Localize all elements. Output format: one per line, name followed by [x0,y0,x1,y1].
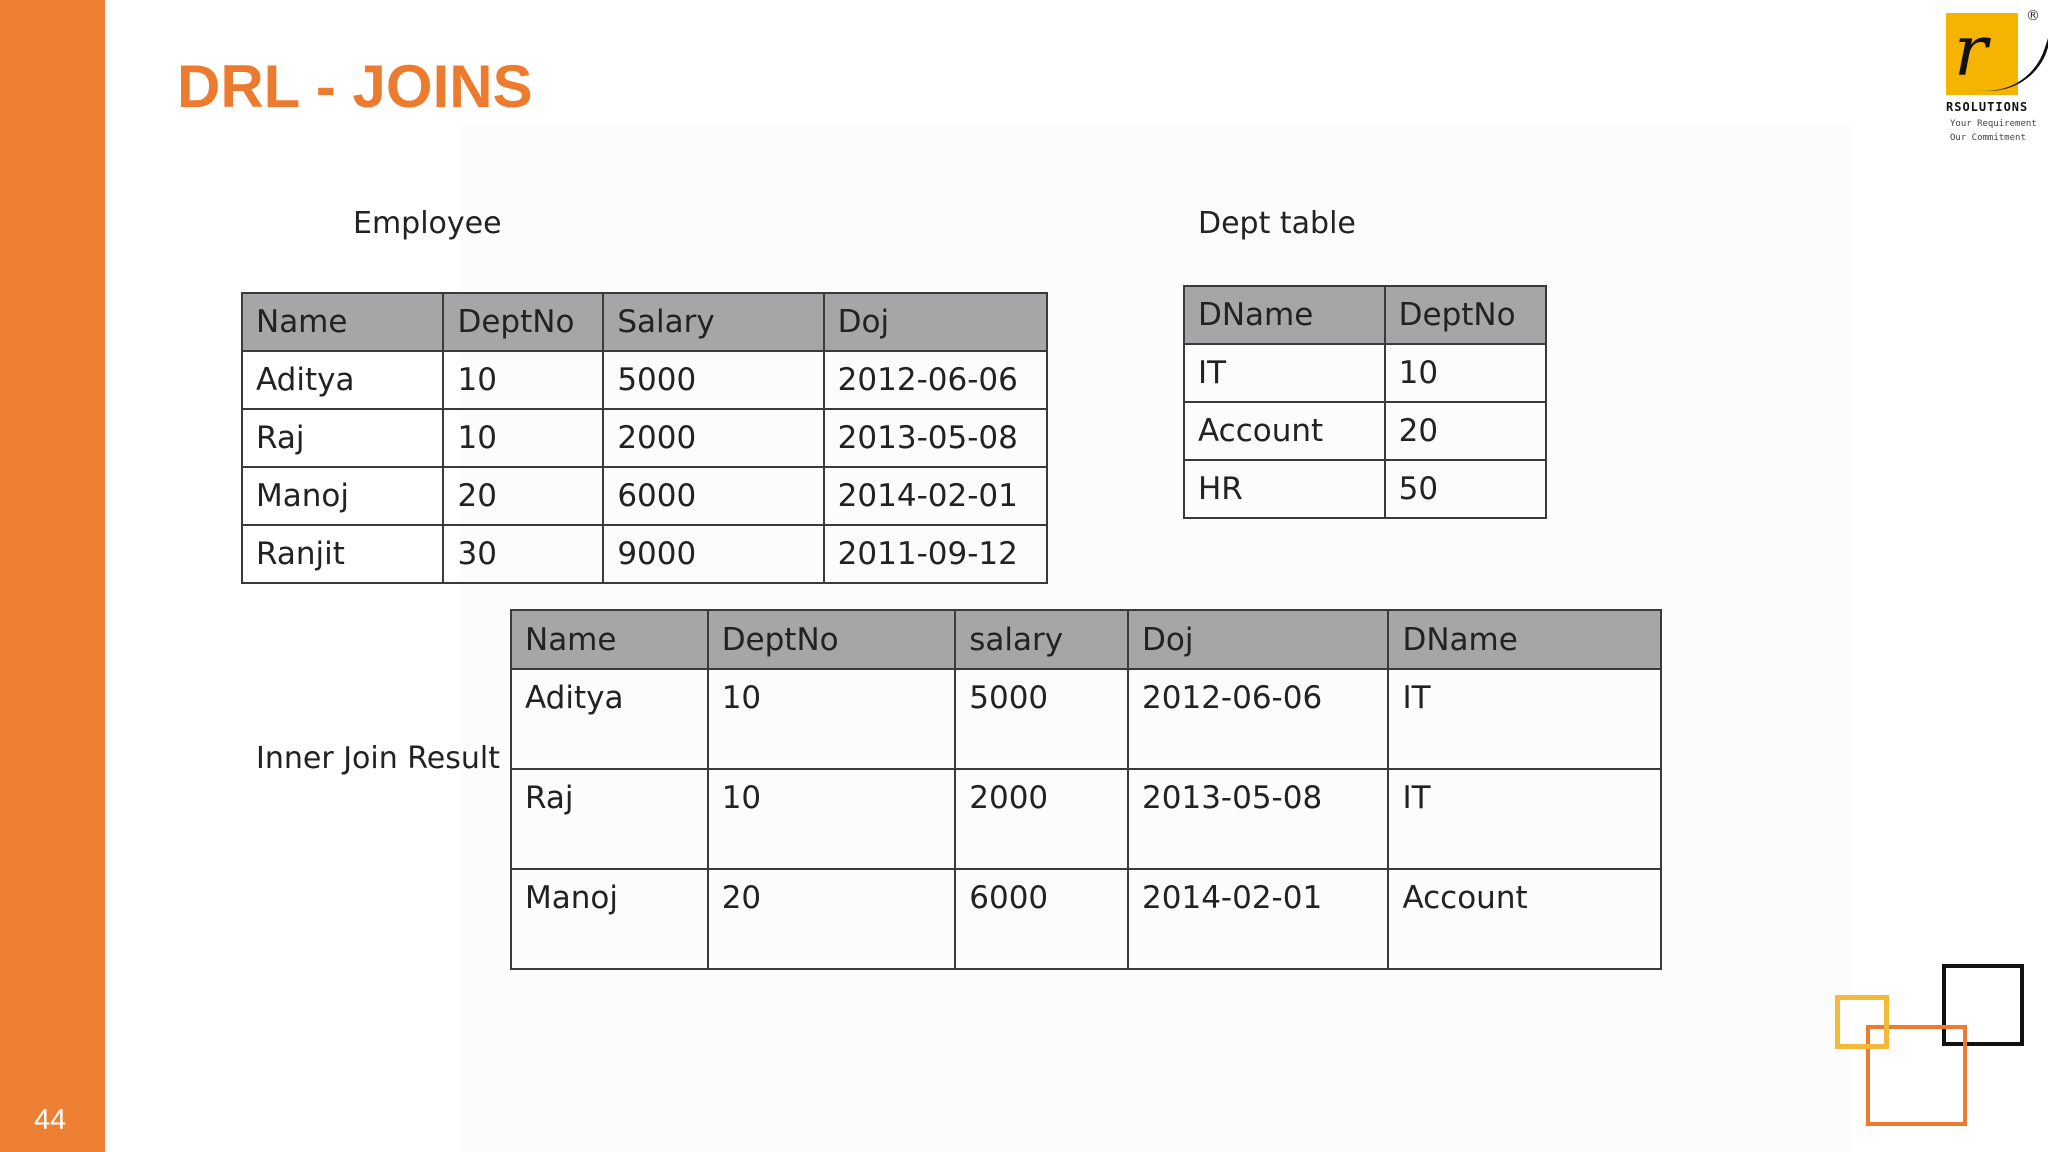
table-row [242,351,1047,409]
table-row [511,869,1661,969]
employee-caption: Employee [353,206,502,241]
cell: IT [1388,669,1661,769]
inner-join-header-row [511,610,1661,669]
slide-title: DRL - JOINS [177,53,533,120]
cell: 2000 [955,769,1128,869]
table-row [1184,460,1546,518]
logo-tagline [1950,117,2037,145]
cell: 2014-02-01 [1128,869,1388,969]
inner-join-table [510,609,1662,970]
cell: 2013-05-08 [1128,769,1388,869]
cell: Account [1388,869,1661,969]
table-row [1184,402,1546,460]
cell: Raj [511,769,708,869]
cell: 2014-02-01 [824,467,1047,525]
table-row [511,669,1661,769]
dept-table [1183,285,1547,519]
inner-join-header-deptno: DeptNo [708,610,956,669]
employee-header-row [242,293,1047,351]
cell: 10 [708,669,956,769]
logo-mark: r [1954,10,1988,92]
cell: 9000 [603,525,823,583]
table-row [1184,344,1546,402]
sidebar-accent [0,0,105,1152]
logo-name: RSOLUTIONS [1946,100,2029,114]
cell: 5000 [955,669,1128,769]
dept-header-row [1184,286,1546,344]
table-row [242,467,1047,525]
company-logo [1946,10,2038,150]
dept-header-deptno: DeptNo [1385,286,1546,344]
inner-join-caption: Inner Join Result [256,741,500,776]
cell: 20 [1385,402,1546,460]
employee-header-name: Name [242,293,443,351]
logo-tagline-line2: Our Commitment [1950,133,2026,143]
cell: 20 [443,467,603,525]
inner-join-header-doj: Doj [1128,610,1388,669]
cell: 10 [443,351,603,409]
employee-header-doj: Doj [824,293,1047,351]
inner-join-header-name: Name [511,610,708,669]
cell: 2000 [603,409,823,467]
cell: 6000 [955,869,1128,969]
cell: Raj [242,409,443,467]
cell: 5000 [603,351,823,409]
cell: Account [1184,402,1385,460]
cell: Manoj [511,869,708,969]
cell: 10 [1385,344,1546,402]
logo-registered-mark: ® [2026,8,2040,24]
cell: 30 [443,525,603,583]
cell: Aditya [242,351,443,409]
cell: Aditya [511,669,708,769]
table-row [242,525,1047,583]
employee-header-deptno: DeptNo [443,293,603,351]
cell: IT [1388,769,1661,869]
cell: HR [1184,460,1385,518]
inner-join-header-salary: salary [955,610,1128,669]
employee-header-salary: Salary [603,293,823,351]
cell: 6000 [603,467,823,525]
cell: 2011-09-12 [824,525,1047,583]
cell: 10 [443,409,603,467]
dept-caption: Dept table [1198,206,1356,241]
logo-tagline-line1: Your Requirement [1950,119,2037,129]
cell: 2012-06-06 [824,351,1047,409]
employee-table [241,292,1048,584]
cell: 2013-05-08 [824,409,1047,467]
decorative-yellow-square [1835,995,1889,1049]
table-row [242,409,1047,467]
cell: 2012-06-06 [1128,669,1388,769]
cell: 10 [708,769,956,869]
cell: Ranjit [242,525,443,583]
page-number: 44 [34,1104,67,1136]
dept-header-dname: DName [1184,286,1385,344]
cell: 50 [1385,460,1546,518]
table-row [511,769,1661,869]
inner-join-header-dname: DName [1388,610,1661,669]
cell: Manoj [242,467,443,525]
cell: IT [1184,344,1385,402]
cell: 20 [708,869,956,969]
